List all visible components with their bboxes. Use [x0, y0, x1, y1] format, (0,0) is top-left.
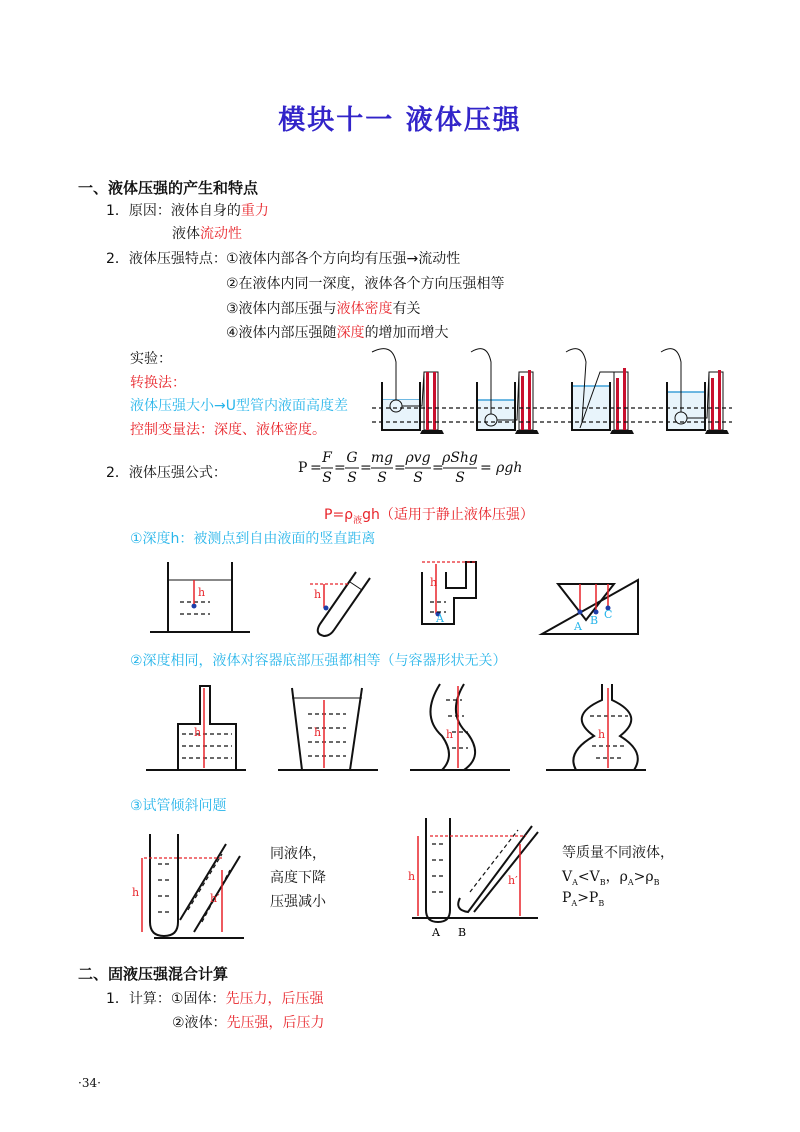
- section-heading-2: 二、固液压强混合计算: [78, 965, 229, 983]
- depth-container-wedge: [542, 580, 638, 634]
- tilt-left-text: [270, 842, 326, 914]
- tilt-left-label-h: h: [132, 886, 140, 899]
- depth-label-a-3: A: [436, 612, 444, 625]
- shape-label-h-4: h: [598, 728, 606, 741]
- tilt-r2-d: B: [599, 877, 606, 887]
- calc-solid: 先压力，后压强: [225, 991, 324, 1007]
- tilt-left-text-2: 高度下降: [270, 870, 326, 886]
- formula-eq-5: =: [432, 460, 444, 476]
- tilt-r2-c: <V: [577, 869, 600, 885]
- shape-label-h-3: h: [446, 728, 454, 741]
- features-intro: 2．液体压强特点：: [106, 251, 227, 267]
- depth-container-stepped: [422, 562, 476, 625]
- tilt-left-text-1: 同液体，: [270, 846, 326, 862]
- formula-label: 2．液体压强公式：: [106, 465, 227, 481]
- feature-3-red: 液体密度: [336, 301, 393, 317]
- fluidity-prefix: 液体: [172, 226, 200, 242]
- formula-tail: = ρgh: [480, 460, 523, 476]
- calc-solid-line: [106, 988, 323, 1008]
- method-conversion: 转换法：: [130, 375, 186, 391]
- apparatus-1: [372, 349, 444, 434]
- tilt-right-label-b: B: [458, 926, 467, 939]
- apparatus-4: [661, 349, 729, 434]
- experiment-label: 实验：: [130, 351, 172, 367]
- method-conversion-detail: 液体压强大小→U型管内液面高度差: [130, 398, 348, 414]
- tilt-left-label-hp: h′: [210, 892, 220, 905]
- formula-p: P: [298, 460, 308, 476]
- apparatus-3: [566, 349, 634, 434]
- feature-4-post: 的增加而增大: [364, 325, 449, 341]
- apparatus-2: [471, 349, 539, 434]
- section-heading-1: 一、液体压强的产生和特点: [78, 179, 259, 197]
- formula-eq-2: =: [334, 460, 346, 476]
- feature-3-pre: ③液体内部压强与: [226, 301, 337, 317]
- depth-diagrams-row2: [146, 676, 666, 776]
- tilted-tube-note: ③试管倾斜问题: [130, 798, 227, 814]
- shape-label-h-1: h: [194, 726, 202, 739]
- tilt-r2-b: A: [572, 877, 578, 887]
- formula-eq-3: =: [360, 460, 372, 476]
- formula-den-4: S: [413, 470, 423, 486]
- fluidity-text: 流动性: [200, 226, 242, 242]
- tilt-left-text-3: 压强减小: [270, 894, 326, 910]
- fluidity-line: [172, 223, 242, 243]
- cause-line: [106, 200, 269, 220]
- tilt-r3-c: >P: [577, 890, 599, 906]
- formula-liquid-pressure: [324, 504, 534, 526]
- formula-den-5: S: [455, 470, 465, 486]
- calc-liquid-line: [172, 1012, 325, 1032]
- depth-container-beaker: [150, 562, 250, 632]
- depth-diagrams-row1: [150, 550, 650, 640]
- tilt-right-line1: 等质量不同液体，: [562, 845, 674, 861]
- tilt-r2-h: B: [653, 877, 660, 887]
- page-number: ·34·: [78, 1076, 101, 1090]
- tilt-r2-g: >ρ: [633, 869, 654, 885]
- depth-label-c-4: C: [604, 608, 613, 621]
- shape-flask: [546, 684, 646, 770]
- formula-num-2: G: [346, 450, 358, 466]
- depth-definition: ①深度h：被测点到自由液面的竖直距离: [130, 531, 376, 547]
- tilt-r2-a: V: [562, 869, 573, 885]
- depth-container-tilted-tube: [310, 572, 370, 636]
- tilt-right-line2: [562, 866, 660, 887]
- depth-label-a-4: A: [574, 620, 582, 633]
- depth-label-h-3: h: [430, 576, 438, 589]
- tilt-r2-f: A: [627, 877, 634, 887]
- shape-curvy-vessel: [410, 684, 510, 770]
- calc-liquid: 先压强，后压力: [226, 1015, 325, 1031]
- shape-funnel-column: [146, 686, 246, 770]
- formula-den-3: S: [377, 470, 387, 486]
- tilt-r3-b: A: [571, 898, 578, 908]
- formula-den-2: S: [347, 470, 357, 486]
- feature-1: ①液体内部各个方向均有压强→流动性: [226, 251, 461, 267]
- feature-3: [226, 298, 421, 318]
- u-tube-experiment-diagram: [362, 342, 742, 442]
- gravity-text: 重力: [240, 203, 269, 219]
- depth-same-note: ②深度相同，液体对容器底部压强都相等（与容器形状无关）: [130, 653, 507, 669]
- formula-den-1: S: [322, 470, 332, 486]
- tilt-right-line3: [562, 890, 604, 908]
- fraction-bars: [298, 450, 480, 486]
- calc-prefix: 1．计算：①固体：: [106, 991, 226, 1007]
- depth-label-h-2: h: [314, 588, 322, 601]
- tilt-diagram-right: [408, 814, 548, 944]
- tilt-right-label-hp: h′: [508, 874, 518, 887]
- tilt-r2-e: ，ρ: [605, 869, 628, 885]
- feature-4: [226, 322, 449, 342]
- calc-liquid-prefix: ②液体：: [172, 1015, 227, 1031]
- page-title: 模块十一 液体压强: [278, 105, 522, 136]
- depth-label-h-1: h: [198, 586, 206, 599]
- depth-label-b-4: B: [590, 614, 599, 627]
- shape-wide-beaker: [278, 688, 378, 770]
- tilt-diagram-left: [132, 824, 262, 944]
- formula-num-5: ρShg: [442, 450, 478, 466]
- formula-eq-4: =: [394, 460, 406, 476]
- formula-eq-1: =: [310, 460, 322, 476]
- formula-num-3: mg: [370, 450, 394, 466]
- tilt-r3-d: B: [598, 898, 605, 908]
- tilt-right-label-h: h: [408, 870, 416, 883]
- feature-4-pre: ④液体内部压强随: [226, 325, 337, 341]
- method-control: 控制变量法：深度、液体密度。: [130, 422, 326, 438]
- formula-red-sub: 液: [353, 515, 363, 526]
- formula-red-main: P=ρ: [324, 507, 354, 523]
- feature-3-post: 有关: [392, 301, 421, 317]
- formula-num-4: ρvg: [405, 450, 431, 466]
- tilt-r3-a: P: [562, 890, 572, 906]
- shape-label-h-2: h: [314, 726, 322, 739]
- feature-4-red: 深度: [336, 325, 365, 341]
- cause-text: 1．原因：液体自身的: [106, 203, 241, 219]
- tilt-right-label-a: A: [432, 926, 440, 939]
- feature-2: ②在液体内同一深度，液体各个方向压强相等: [226, 276, 505, 292]
- formula-red-tail: gh（适用于静止液体压强）: [362, 507, 534, 523]
- formula-num-1: F: [322, 450, 332, 466]
